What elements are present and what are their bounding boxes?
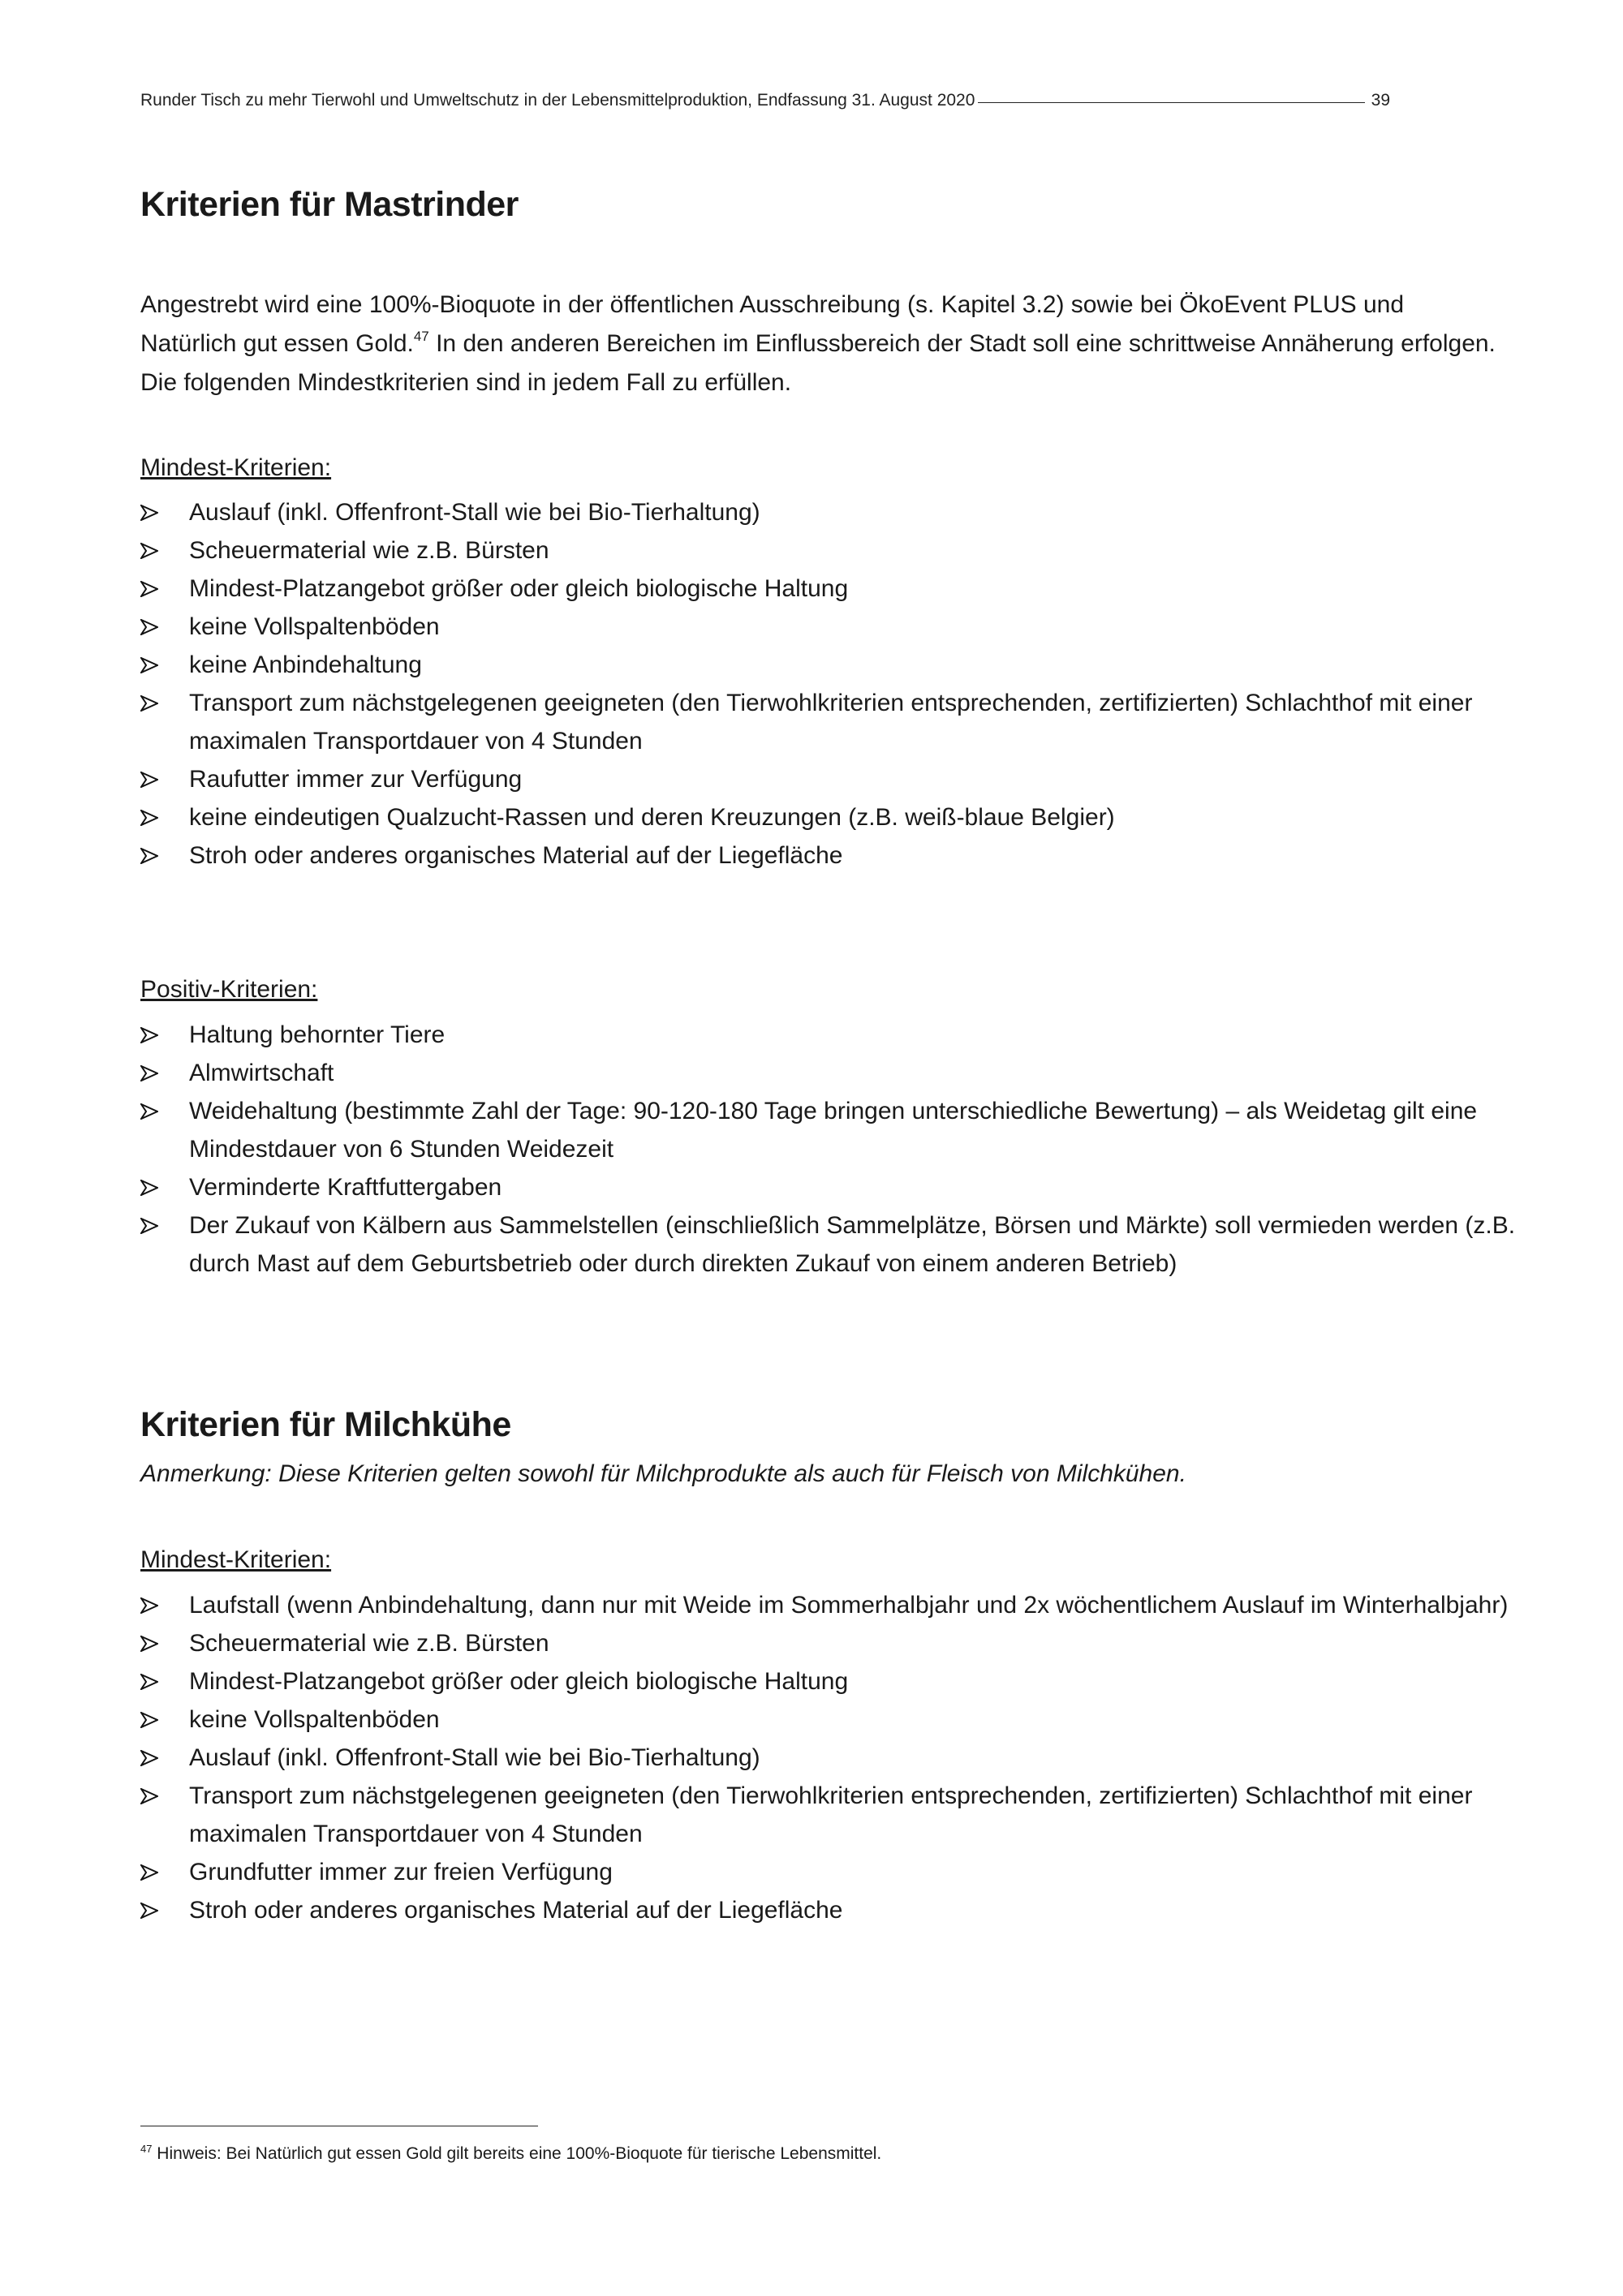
milchkuehe-mindest-list (140, 1586, 1520, 1929)
list-item (140, 760, 1520, 798)
header-rule (978, 102, 1364, 103)
list-item-text: Weidehaltung (bestimmte Zahl der Tage: 90-120-180 Tage bringen unterschiedliche Bewertung) – als Weidetag gilt eine Mindestdauer von 6 Stunden Weidezeit (189, 1098, 1478, 1163)
list-item-text: Scheuermaterial wie z.B. Bürsten (189, 1630, 549, 1657)
list-item (140, 608, 1520, 646)
list-item (140, 1168, 1520, 1206)
list-item (140, 1777, 1520, 1853)
arrow-bullet-icon (140, 684, 173, 722)
arrow-bullet-icon (140, 570, 173, 608)
list-item-text: Auslauf (inkl. Offenfront-Stall wie bei Bio-Tierhaltung) (189, 499, 760, 526)
list-item-text: Transport zum nächstgelegenen geeigneten (den Tierwohlkriterien entsprechenden, zertifizierten) Schlachthof mit einer maximalen Transportdauer von 4 Stunden (189, 1782, 1473, 1847)
list-item (140, 1586, 1520, 1624)
arrow-bullet-icon (140, 1206, 173, 1245)
list-item-text: Haltung behornter Tiere (189, 1021, 446, 1048)
list-item (140, 646, 1520, 684)
arrow-bullet-icon (140, 531, 173, 570)
arrow-bullet-icon (140, 1777, 173, 1815)
arrow-bullet-icon (140, 1853, 173, 1891)
arrow-bullet-icon (140, 798, 173, 836)
list-item-text: Transport zum nächstgelegenen geeigneten (den Tierwohlkriterien entsprechenden, zertifizierten) Schlachthof mit einer maximalen Transportdauer von 4 Stunden (189, 690, 1473, 755)
arrow-bullet-icon (140, 1054, 173, 1092)
list-item-text: keine Vollspaltenböden (189, 613, 440, 640)
mastrinder-positiv-list (140, 1016, 1520, 1283)
footnote-number: 47 (140, 2143, 153, 2155)
list-item-text: keine Vollspaltenböden (189, 1706, 440, 1733)
list-item-text: Mindest-Platzangebot größer oder gleich biologische Haltung (189, 1668, 849, 1695)
list-item (140, 1891, 1520, 1929)
arrow-bullet-icon (140, 1624, 173, 1662)
arrow-bullet-icon (140, 836, 173, 875)
header-title: Runder Tisch zu mehr Tierwohl und Umweltschutz in der Lebensmittelproduktion, Endfassung 31. August 2020 (140, 91, 975, 110)
list-item (140, 531, 1520, 570)
section-heading-milchkuehe: Kriterien für Milchkühe (140, 1405, 511, 1444)
list-item-text: Laufstall (wenn Anbindehaltung, dann nur mit Weide im Sommerhalbjahr und 2x wöchentlichem Auslauf im Winterhalbjahr) (189, 1592, 1509, 1619)
list-item-text: Raufutter immer zur Verfügung (189, 766, 523, 793)
mastrinder-mindest-list (140, 493, 1520, 875)
list-item (140, 1739, 1520, 1777)
arrow-bullet-icon (140, 646, 173, 684)
footnote-text: Hinweis: Bei Natürlich gut essen Gold gilt bereits eine 100%-Bioquote für tierische Lebensmittel. (152, 2144, 882, 2163)
arrow-bullet-icon (140, 1586, 173, 1624)
arrow-bullet-icon (140, 493, 173, 531)
list-item-text: Almwirtschaft (189, 1060, 334, 1086)
list-item (140, 1016, 1520, 1054)
list-item (140, 1054, 1520, 1092)
intro-text-continued: In den anderen Bereichen im Einflussbereich der Stadt soll eine schrittweise Annäherung erfolgen. Die folgenden Mindestkriterien sind in jedem Fall zu erfüllen. (140, 330, 1496, 396)
list-item-text: Mindest-Platzangebot größer oder gleich biologische Haltung (189, 575, 849, 602)
list-item (140, 1701, 1520, 1739)
arrow-bullet-icon (140, 1739, 173, 1777)
intro-text: Angestrebt wird eine 100%-Bioquote in der öffentlichen Ausschreibung (s. Kapitel 3.2) sowie bei ÖkoEvent PLUS und Natürlich gut essen Gold. (140, 291, 1405, 357)
list-item-text: Verminderte Kraftfuttergaben (189, 1174, 502, 1201)
list-item-text: Stroh oder anderes organisches Material auf der Liegefläche (189, 1897, 843, 1924)
list-item-text: Scheuermaterial wie z.B. Bürsten (189, 537, 549, 564)
list-item (140, 1206, 1520, 1283)
footnote (140, 2144, 881, 2164)
running-header (140, 91, 1390, 110)
arrow-bullet-icon (140, 608, 173, 646)
list-item (140, 836, 1520, 875)
list-item (140, 798, 1520, 836)
list-item (140, 1624, 1520, 1662)
positiv-kriterien-label: Positiv-Kriterien: (140, 976, 318, 1003)
list-item (140, 570, 1520, 608)
section-heading-mastrinder: Kriterien für Mastrinder (140, 185, 519, 224)
arrow-bullet-icon (140, 1701, 173, 1739)
list-item-text: Der Zukauf von Kälbern aus Sammelstellen (einschließlich Sammelplätze, Börsen und Märkte) soll vermieden werden (z.B. durch Mast auf dem Geburtsbetrieb oder durch direkten Zukauf von einem anderen Betrieb) (189, 1212, 1516, 1277)
mindest-kriterien-label: Mindest-Kriterien: (140, 1546, 332, 1573)
list-item (140, 684, 1520, 760)
list-item (140, 493, 1520, 531)
section-note: Anmerkung: Diese Kriterien gelten sowohl für Milchprodukte als auch für Fleisch von Milchkühen. (140, 1460, 1186, 1487)
page-number: 39 (1371, 91, 1390, 110)
arrow-bullet-icon (140, 1092, 173, 1130)
arrow-bullet-icon (140, 1891, 173, 1929)
footnote-reference[interactable]: 47 (413, 329, 429, 344)
intro-paragraph (140, 286, 1504, 402)
list-item-text: keine eindeutigen Qualzucht-Rassen und deren Kreuzungen (z.B. weiß-blaue Belgier) (189, 804, 1115, 831)
list-item-text: keine Anbindehaltung (189, 651, 422, 678)
list-item-text: Auslauf (inkl. Offenfront-Stall wie bei Bio-Tierhaltung) (189, 1744, 760, 1771)
mindest-kriterien-label: Mindest-Kriterien: (140, 454, 332, 481)
list-item (140, 1853, 1520, 1891)
list-item-text: Stroh oder anderes organisches Material auf der Liegefläche (189, 842, 843, 869)
arrow-bullet-icon (140, 1662, 173, 1701)
list-item-text: Grundfutter immer zur freien Verfügung (189, 1859, 613, 1885)
arrow-bullet-icon (140, 1168, 173, 1206)
arrow-bullet-icon (140, 1016, 173, 1054)
arrow-bullet-icon (140, 760, 173, 798)
list-item (140, 1092, 1520, 1168)
list-item (140, 1662, 1520, 1701)
